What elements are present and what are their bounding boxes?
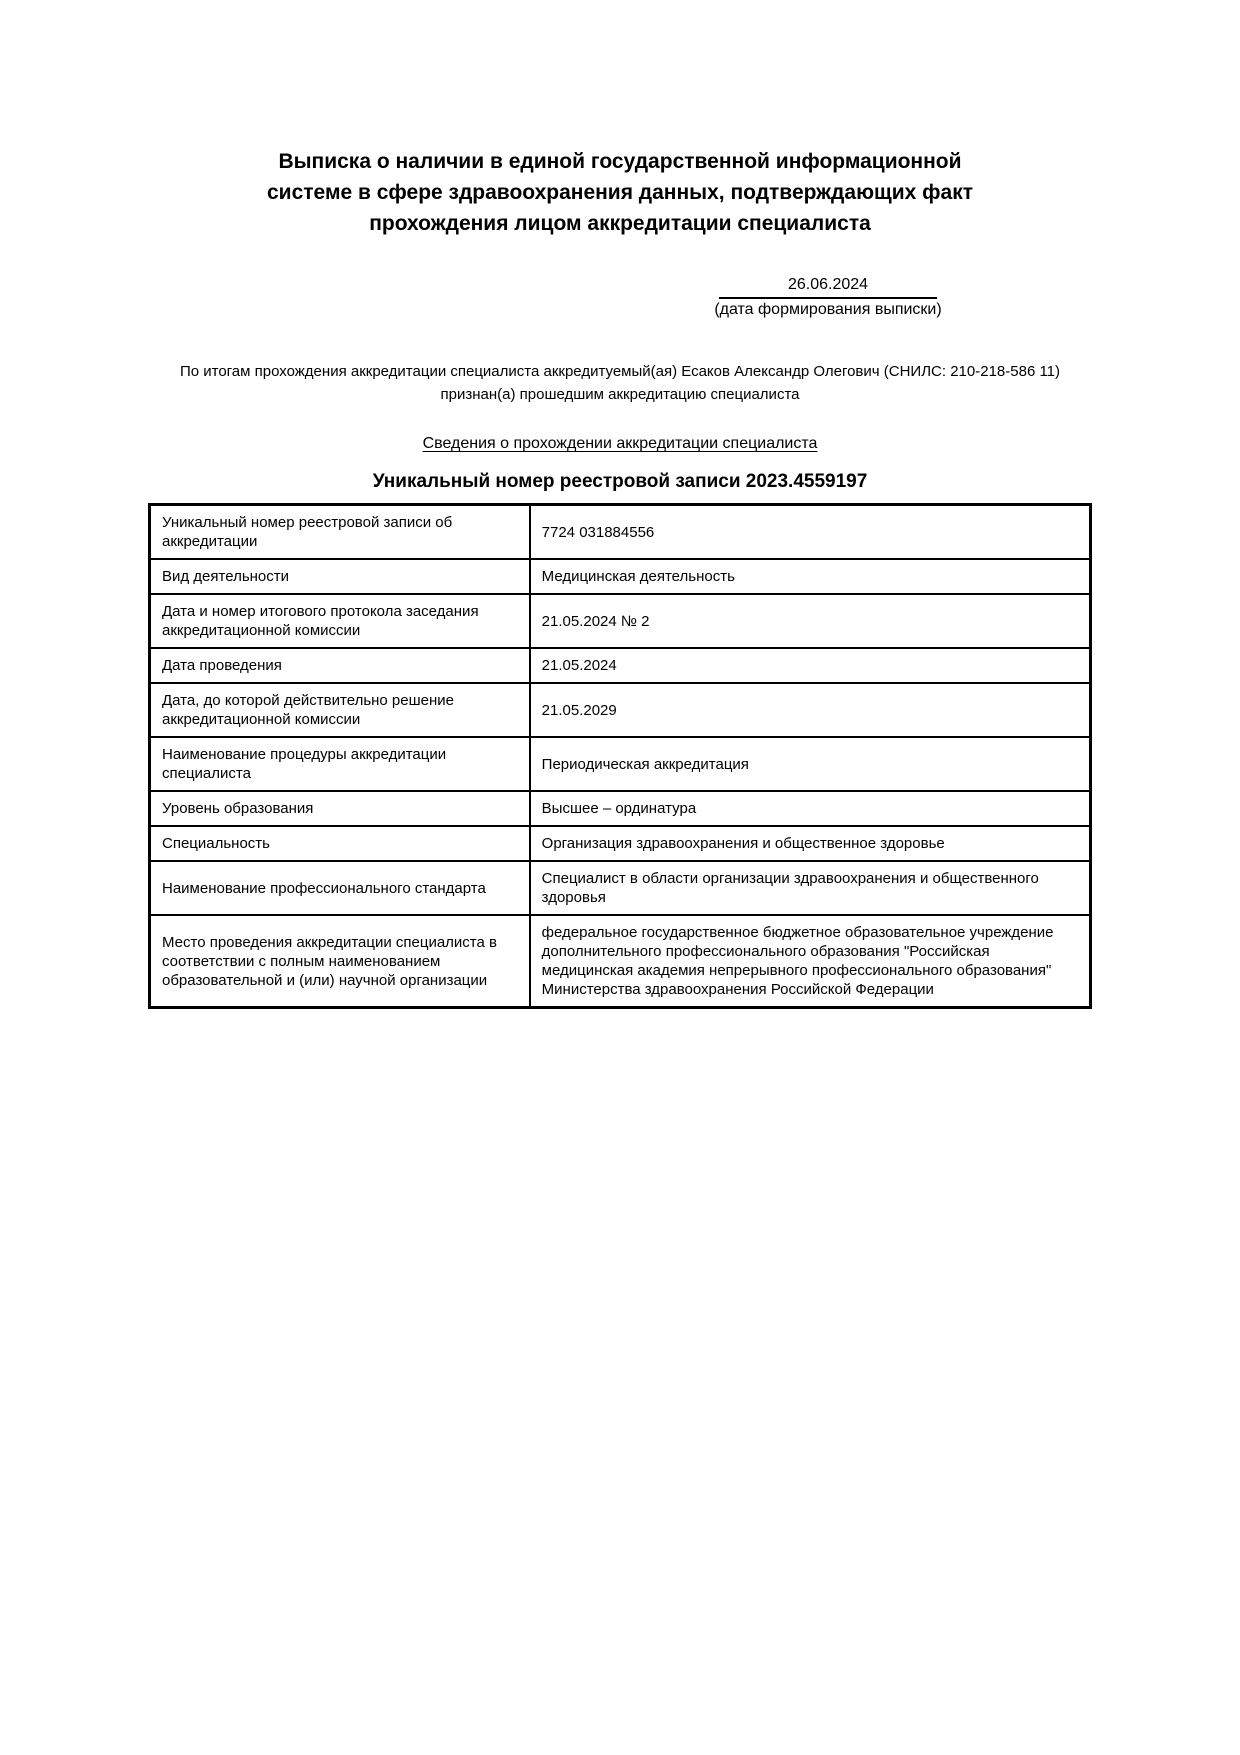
intro-line: По итогам прохождения аккредитации специалиста аккредитуемый(ая) Есаков Александр Олегович (СНИЛС: 210-218-586 11) xyxy=(179,363,1061,380)
row-value-cell: федеральное государственное бюджетное образовательное учреждение дополнительного профессионального образования "Российская медицинская академия непрерывного профессионального образования" Министерства здравоохранения Российской Федерации xyxy=(530,915,1091,1008)
table-row xyxy=(150,737,1091,791)
section-heading: Сведения о прохождении аккредитации специалиста xyxy=(422,435,818,452)
extract-date-block xyxy=(688,275,968,320)
extract-date-caption: (дата формирования выписки) xyxy=(714,301,942,318)
row-label-cell: Специальность xyxy=(150,826,530,861)
table-row xyxy=(150,683,1091,737)
row-value-cell: Периодическая аккредитация xyxy=(530,737,1091,791)
row-value-cell: 21.05.2024 № 2 xyxy=(530,594,1091,648)
row-label-cell: Наименование профессионального стандарта xyxy=(150,861,530,915)
table-row xyxy=(150,861,1091,915)
intro-paragraph xyxy=(148,360,1092,406)
intro-line: признан(а) прошедшим аккредитацию специалиста xyxy=(440,386,800,403)
row-label-cell: Вид деятельности xyxy=(150,559,530,594)
accreditation-details-table xyxy=(148,503,1092,1009)
row-value-cell: 7724 031884556 xyxy=(530,505,1091,560)
extract-date: 26.06.2024 xyxy=(719,275,937,299)
document-title-line: системе в сфере здравоохранения данных, подтверждающих факт xyxy=(266,181,973,204)
row-label-cell: Уровень образования xyxy=(150,791,530,826)
row-label-cell: Дата и номер итогового протокола заседания аккредитационной комиссии xyxy=(150,594,530,648)
row-value-cell: Специалист в области организации здравоохранения и общественного здоровья xyxy=(530,861,1091,915)
row-value-cell: Высшее – ординатура xyxy=(530,791,1091,826)
table-row xyxy=(150,915,1091,1008)
row-label-cell: Наименование процедуры аккредитации специалиста xyxy=(150,737,530,791)
row-label-cell: Уникальный номер реестровой записи об аккредитации xyxy=(150,505,530,560)
table-row xyxy=(150,826,1091,861)
row-value-cell: 21.05.2029 xyxy=(530,683,1091,737)
row-value-cell: Медицинская деятельность xyxy=(530,559,1091,594)
table-row xyxy=(150,505,1091,560)
document-title-line: прохождения лицом аккредитации специалиста xyxy=(369,212,871,235)
table-row xyxy=(150,594,1091,648)
table-row xyxy=(150,791,1091,826)
row-label-cell: Дата проведения xyxy=(150,648,530,683)
document-title xyxy=(148,146,1092,239)
row-label-cell: Место проведения аккредитации специалиста в соответствии с полным наименованием образовательной и (или) научной организации xyxy=(150,915,530,1008)
row-label-cell: Дата, до которой действительно решение аккредитационной комиссии xyxy=(150,683,530,737)
registry-number-heading: Уникальный номер реестровой записи 2023.4559197 xyxy=(372,471,868,492)
row-value-cell: Организация здравоохранения и общественное здоровье xyxy=(530,826,1091,861)
row-value-cell: 21.05.2024 xyxy=(530,648,1091,683)
table-row xyxy=(150,648,1091,683)
table-row xyxy=(150,559,1091,594)
document-title-line: Выписка о наличии в единой государственной информационной xyxy=(278,150,962,173)
